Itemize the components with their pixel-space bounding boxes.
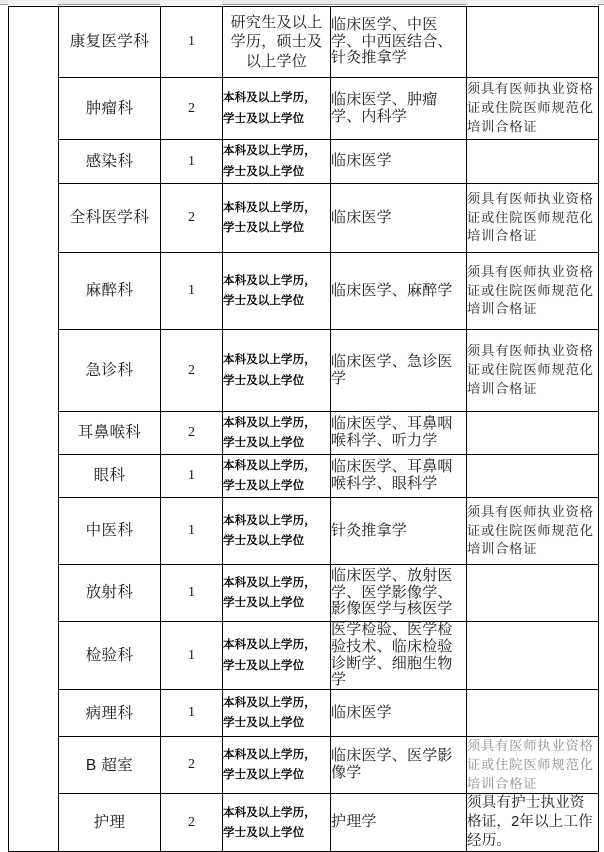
cell-other-requirement: 须具有医师执业资格证或住院医师规范化培训合格证 xyxy=(467,253,599,330)
education-line-2: 学士及以上学位 xyxy=(223,374,305,387)
cell-other-requirement xyxy=(467,690,599,737)
education-line-2: 学士及以上学位 xyxy=(223,597,305,609)
table-row xyxy=(9,140,599,184)
cell-headcount: 2 xyxy=(161,330,223,412)
cell-other-requirement xyxy=(467,140,599,184)
cell-major: 临床医学、肿瘤学、内科学 xyxy=(331,78,467,140)
table-row xyxy=(9,455,599,498)
education-line-2: 学士及以上学位 xyxy=(223,222,305,234)
cell-headcount: 1 xyxy=(161,622,223,690)
cell-headcount: 2 xyxy=(161,412,223,455)
cell-department: 眼科 xyxy=(59,455,161,498)
cell-other-requirement: 须具有医师执业资格证或住院医师规范化培训合格证 xyxy=(467,184,599,253)
cell-major: 临床医学、放射医学、医学影像学、影像医学与核医学 xyxy=(331,565,467,622)
table-row xyxy=(9,565,599,622)
table-row xyxy=(9,622,599,690)
cell-headcount: 1 xyxy=(161,140,223,184)
cell-major: 临床医学、耳鼻咽喉科学、听力学 xyxy=(331,412,467,455)
cell-education-requirement: 研究生及以上学历，硕士及以上学位 xyxy=(223,7,331,78)
cell-other-requirement: 须具有医师执业资格证或住院医师规范化培训合格证 xyxy=(467,330,599,412)
cell-headcount: 1 xyxy=(161,455,223,498)
cell-education-requirement xyxy=(223,412,331,455)
cell-department: 病理科 xyxy=(59,690,161,737)
cell-education-requirement xyxy=(223,690,331,737)
cell-department: 耳鼻喉科 xyxy=(59,412,161,455)
cell-headcount: 1 xyxy=(161,498,223,565)
cell-education-requirement xyxy=(223,78,331,140)
cell-major: 临床医学、急诊医学 xyxy=(331,330,467,412)
cell-department: 肿瘤科 xyxy=(59,78,161,140)
cell-headcount: 1 xyxy=(161,7,223,78)
cell-major: 临床医学、麻醉学 xyxy=(331,253,467,330)
cell-major: 护理学 xyxy=(331,794,467,852)
education-line-2: 学士及以上学位 xyxy=(223,826,305,839)
table-row xyxy=(9,253,599,330)
education-line-1: 本科及以上学历， xyxy=(223,201,316,214)
cell-department: 感染科 xyxy=(59,140,161,184)
cell-headcount: 2 xyxy=(161,78,223,140)
cell-education-requirement xyxy=(223,565,331,622)
cell-other-requirement: 须具有医师执业资格证或住院医师规范化培训合格证 xyxy=(467,737,599,794)
education-line-1: 本科及以上学历， xyxy=(223,354,316,367)
cell-department: 急诊科 xyxy=(59,330,161,412)
education-line-1: 本科及以上学历， xyxy=(223,749,316,762)
cell-other-requirement: 须具有医师执业资格证或住院医师规范化培训合格证 xyxy=(467,78,599,140)
cell-other-requirement: 须具有护士执业资格证，2年以上工作经历。 xyxy=(467,794,599,852)
cell-headcount: 1 xyxy=(161,690,223,737)
education-line-1: 本科及以上学历， xyxy=(223,576,316,589)
table-row xyxy=(9,412,599,455)
cell-major: 针灸推拿学 xyxy=(331,498,467,565)
cell-major: 临床医学 xyxy=(331,140,467,184)
education-line-2: 学士及以上学位 xyxy=(223,480,305,492)
table-row xyxy=(9,184,599,253)
cell-department: 放射科 xyxy=(59,565,161,622)
education-line-2: 学士及以上学位 xyxy=(223,295,305,307)
cell-education-requirement xyxy=(223,737,331,794)
education-line-2: 学士及以上学位 xyxy=(223,165,305,178)
cell-department: B 超室 xyxy=(59,737,161,794)
table-row xyxy=(9,330,599,412)
recruitment-position-table xyxy=(8,6,599,852)
education-line-2: 学士及以上学位 xyxy=(223,535,305,547)
page-top-partial-row xyxy=(0,0,604,5)
table-row xyxy=(9,7,599,78)
table-row xyxy=(9,78,599,140)
education-line-1: 本科及以上学历， xyxy=(223,145,316,158)
cell-education-requirement xyxy=(223,140,331,184)
table-row xyxy=(9,737,599,794)
cell-headcount: 1 xyxy=(161,253,223,330)
education-line-2: 学士及以上学位 xyxy=(223,717,305,730)
cell-headcount: 1 xyxy=(161,565,223,622)
cell-major: 临床医学 xyxy=(331,690,467,737)
cell-major: 医学检验、医学检验技术、临床检验诊断学、细胞生物学 xyxy=(331,622,467,690)
education-line-2: 学士及以上学位 xyxy=(223,112,305,125)
cell-education-requirement xyxy=(223,455,331,498)
cell-other-requirement: 须具有医师执业资格证或住院医师规范化培训合格证 xyxy=(467,498,599,565)
cell-department: 检验科 xyxy=(59,622,161,690)
table-row xyxy=(9,498,599,565)
education-line-1: 本科及以上学历， xyxy=(223,459,316,472)
cell-other-requirement xyxy=(467,412,599,455)
education-line-1: 本科及以上学历， xyxy=(223,416,316,429)
cell-education-requirement xyxy=(223,330,331,412)
cell-education-requirement xyxy=(223,184,331,253)
education-line-1: 本科及以上学历， xyxy=(223,274,316,287)
cell-department: 护理 xyxy=(59,794,161,852)
cell-education-requirement xyxy=(223,622,331,690)
cell-other-requirement xyxy=(467,7,599,78)
cell-department: 麻醉科 xyxy=(59,253,161,330)
education-line-2: 学士及以上学位 xyxy=(223,437,305,449)
cell-other-requirement xyxy=(467,455,599,498)
cell-major: 临床医学、中医学、中西医结合、针灸推拿学 xyxy=(331,7,467,78)
cell-major: 临床医学 xyxy=(331,184,467,253)
education-line-1: 本科及以上学历， xyxy=(223,806,316,819)
education-line-2: 学士及以上学位 xyxy=(223,769,305,782)
cell-headcount: 2 xyxy=(161,794,223,852)
education-line-2: 学士及以上学位 xyxy=(223,659,305,672)
cell-major: 临床医学、耳鼻咽喉科学、眼科学 xyxy=(331,455,467,498)
cell-headcount: 2 xyxy=(161,184,223,253)
education-line-1: 本科及以上学历， xyxy=(223,639,316,652)
education-line-1: 本科及以上学历， xyxy=(223,92,316,105)
position-table-container xyxy=(0,6,604,852)
cell-department: 全科医学科 xyxy=(59,184,161,253)
cell-department: 中医科 xyxy=(59,498,161,565)
education-line-1: 本科及以上学历， xyxy=(223,697,316,710)
cell-headcount: 2 xyxy=(161,737,223,794)
table-row xyxy=(9,690,599,737)
cell-department: 康复医学科 xyxy=(59,7,161,78)
cell-other-requirement xyxy=(467,565,599,622)
table-leading-blank-column xyxy=(9,7,59,852)
cell-other-requirement xyxy=(467,622,599,690)
cell-education-requirement xyxy=(223,253,331,330)
education-line-1: 本科及以上学历， xyxy=(223,514,316,527)
cell-education-requirement xyxy=(223,498,331,565)
cell-major: 临床医学、医学影像学 xyxy=(331,737,467,794)
